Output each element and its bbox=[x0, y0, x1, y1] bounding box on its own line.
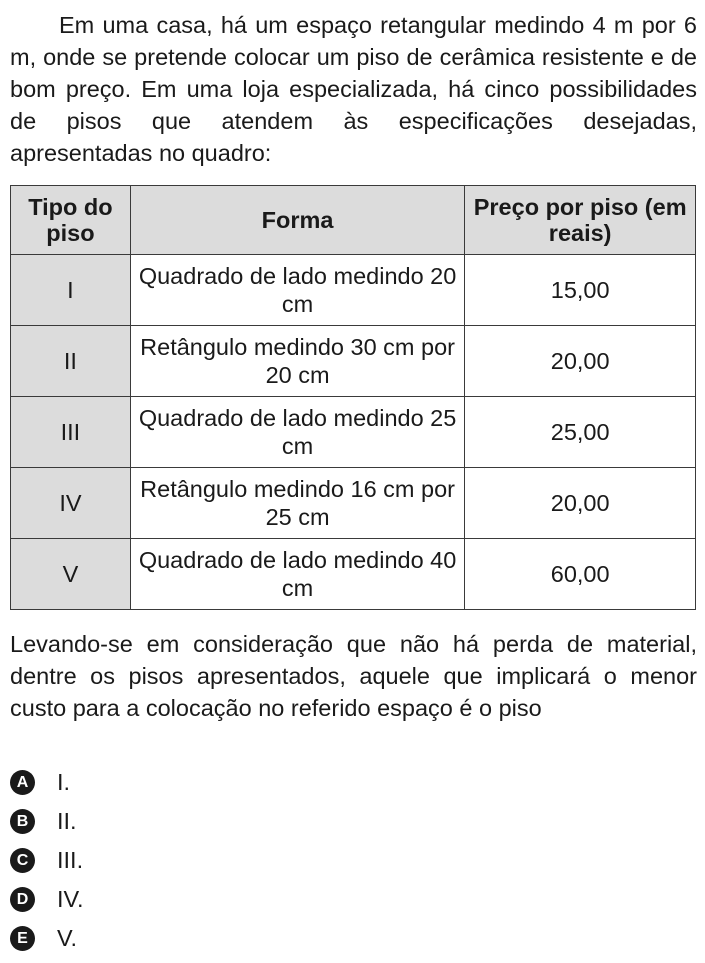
cell-tipo: I bbox=[11, 255, 131, 326]
cell-tipo: V bbox=[11, 539, 131, 610]
cell-forma: Quadrado de lado medindo 25 cm bbox=[130, 397, 464, 468]
cell-tipo: III bbox=[11, 397, 131, 468]
answer-options bbox=[10, 763, 84, 958]
option-a[interactable] bbox=[10, 763, 84, 802]
cell-forma: Retângulo medindo 30 cm por 20 cm bbox=[130, 326, 464, 397]
table-header-row bbox=[11, 186, 696, 255]
floor-tiles-table bbox=[10, 185, 696, 610]
option-letter-e-icon: E bbox=[10, 926, 35, 951]
cell-preco: 20,00 bbox=[465, 468, 696, 539]
cell-preco: 60,00 bbox=[465, 539, 696, 610]
cell-forma: Quadrado de lado medindo 40 cm bbox=[130, 539, 464, 610]
option-letter-a-icon: A bbox=[10, 770, 35, 795]
table-row bbox=[11, 255, 696, 326]
cell-tipo: II bbox=[11, 326, 131, 397]
question-paragraph: Levando-se em consideração que não há perda de material, dentre os pisos apresentados, aquele que implicará o menor custo para a colocação no referido espaço é o piso bbox=[10, 631, 697, 721]
option-text: II. bbox=[57, 808, 77, 834]
option-letter-c-icon: C bbox=[10, 848, 35, 873]
intro-paragraph: Em uma casa, há um espaço retangular medindo 4 m por 6 m, onde se pretende colocar um piso de cerâmica resistente e de bom preço. Em uma loja especializada, há cinco possibilidades de pisos que atendem às especificações desejadas, apresentadas no quadro: bbox=[10, 12, 697, 166]
cell-tipo: IV bbox=[11, 468, 131, 539]
option-letter-b-icon: B bbox=[10, 809, 35, 834]
option-text: III. bbox=[57, 847, 84, 873]
cell-forma: Quadrado de lado medindo 20 cm bbox=[130, 255, 464, 326]
option-e[interactable] bbox=[10, 919, 84, 958]
cell-preco: 25,00 bbox=[465, 397, 696, 468]
option-b[interactable] bbox=[10, 802, 84, 841]
cell-forma: Retângulo medindo 16 cm por 25 cm bbox=[130, 468, 464, 539]
cell-preco: 15,00 bbox=[465, 255, 696, 326]
option-letter-d-icon: D bbox=[10, 887, 35, 912]
table-row bbox=[11, 326, 696, 397]
header-preco: Preço por piso (em reais) bbox=[465, 186, 696, 255]
option-text: V. bbox=[57, 925, 78, 951]
option-text: I. bbox=[57, 769, 71, 795]
cell-preco: 20,00 bbox=[465, 326, 696, 397]
option-text: IV. bbox=[57, 886, 84, 912]
table-row bbox=[11, 397, 696, 468]
option-c[interactable] bbox=[10, 841, 84, 880]
header-tipo: Tipo do piso bbox=[11, 186, 131, 255]
option-d[interactable] bbox=[10, 880, 84, 919]
table-row bbox=[11, 539, 696, 610]
header-forma: Forma bbox=[130, 186, 464, 255]
table-row bbox=[11, 468, 696, 539]
